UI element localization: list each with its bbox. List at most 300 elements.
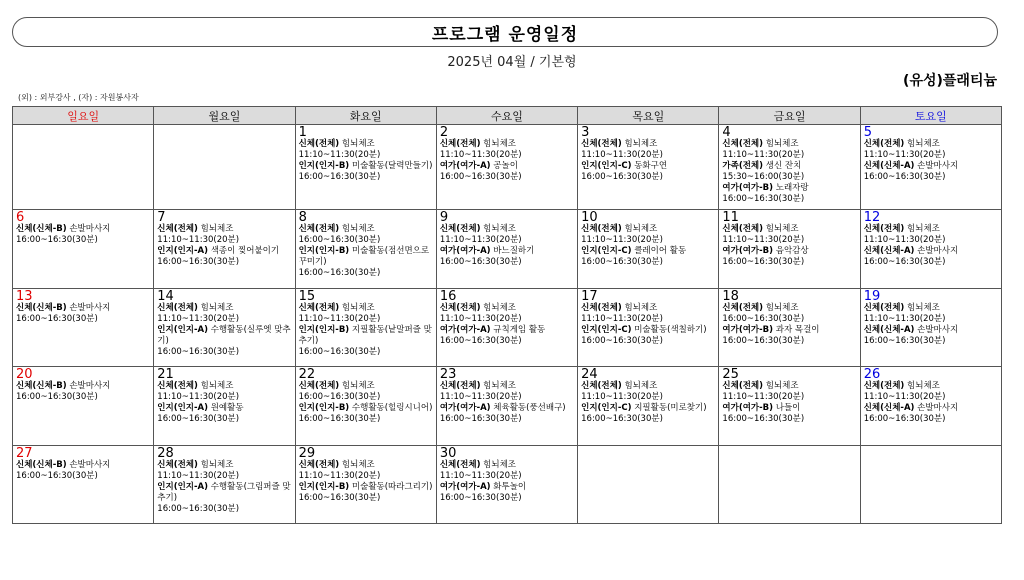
day-number: 4 (722, 125, 731, 140)
program-entry (440, 403, 575, 414)
program-name: 힘뇌체조 (907, 224, 940, 235)
program-time-text: 11:10~11:30(20분) (157, 313, 240, 324)
day-number: 28 (157, 445, 174, 461)
program-time (16, 392, 151, 403)
program-category: 신체(전체) (298, 302, 340, 313)
program-time (16, 314, 151, 325)
program-time (299, 471, 434, 482)
program-category: 인지(인지-A) (157, 246, 209, 257)
program-entry (440, 381, 575, 392)
program-category: 신체(전체) (439, 224, 481, 235)
program-time (440, 257, 575, 268)
day-number: 22 (298, 367, 316, 383)
program-time (157, 471, 292, 482)
day-cell (295, 210, 436, 288)
program-entry (299, 224, 434, 235)
program-category: 여가(여가-A) (439, 246, 491, 257)
program-category: 신체(전체) (863, 139, 905, 149)
day-cell (578, 367, 719, 445)
program-name: 힘뇌체조 (483, 302, 517, 313)
day-cell (436, 445, 577, 523)
program-name: 지필활동(미로찾기) (634, 403, 707, 414)
program-name: 힘뇌체조 (483, 139, 517, 149)
day-number: 8 (298, 210, 307, 226)
program-time (581, 314, 716, 325)
program-entry (581, 303, 716, 314)
day-number: 7 (157, 210, 166, 226)
day-cell (13, 367, 154, 445)
program-name: 힘뇌체조 (624, 381, 658, 392)
program-time-text: 16:00~16:30(30분) (439, 492, 522, 503)
program-time (722, 257, 857, 268)
program-entry (299, 460, 434, 471)
day-number: 13 (16, 288, 33, 304)
day-cell (436, 367, 577, 445)
program-name: 힘뇌체조 (200, 381, 234, 392)
program-entry (157, 460, 292, 471)
program-category: 인지(인지-A) (157, 403, 209, 414)
program-time (440, 493, 575, 504)
program-name: 원예활동 (210, 403, 244, 414)
weekday-wednesday: 수요일 (436, 107, 577, 125)
program-time (864, 172, 999, 183)
program-time (157, 414, 292, 425)
program-time-text: 11:10~11:30(20분) (581, 392, 663, 403)
program-entry (157, 303, 292, 314)
program-time-text: 16:00~16:30(30분) (581, 172, 663, 182)
program-name: 과자 목걸이 (775, 324, 820, 335)
program-category: 신체(전체) (722, 381, 764, 392)
program-category: 인지(인지-C) (581, 403, 632, 414)
program-time (722, 414, 857, 425)
program-name: 공놀이 (493, 161, 518, 171)
program-name: 규칙게임 활동 (493, 324, 546, 335)
program-time (722, 194, 857, 205)
program-time-text: 16:00~16:30(30분) (581, 335, 663, 346)
program-category: 여가(여가-B) (722, 403, 774, 414)
day-cell (154, 445, 295, 523)
program-time-text: 11:10~11:30(20분) (863, 392, 946, 403)
program-category: 신체(전체) (298, 224, 340, 235)
program-category: 신체(전체) (581, 302, 622, 313)
day-number: 20 (16, 367, 33, 383)
program-category: 인지(인지-C) (581, 246, 632, 257)
program-category: 신체(전체) (157, 459, 198, 470)
program-name: 노래자랑 (775, 183, 809, 193)
program-category: 인지(인지-C) (581, 324, 632, 335)
program-time (440, 172, 575, 183)
program-time (722, 336, 857, 347)
program-name: 손발마사지 (69, 224, 111, 235)
program-entry (581, 246, 716, 257)
program-entry (722, 303, 857, 314)
program-entry (16, 303, 151, 314)
program-category: 신체(전체) (581, 139, 622, 149)
day-cell (13, 210, 154, 288)
program-name: 미술활동(달력만들기) (351, 161, 433, 171)
page-title: 프로그램 운영일정 (431, 24, 579, 45)
program-entry (16, 224, 151, 235)
program-name: 힘뇌체조 (765, 139, 799, 149)
weekday-monday: 월요일 (154, 107, 295, 125)
program-category: 신체(전체) (581, 381, 622, 392)
program-name: 힘뇌체조 (341, 381, 375, 392)
empty-day-cell (719, 445, 860, 523)
program-time (16, 235, 151, 246)
program-time (864, 314, 999, 325)
program-entry (157, 482, 292, 504)
program-category: 인지(인지-C) (581, 161, 632, 171)
program-entry (722, 161, 857, 172)
program-category: 신체(전체) (863, 224, 905, 235)
day-number: 9 (439, 210, 449, 226)
day-number: 1 (298, 125, 307, 140)
program-entry (864, 381, 999, 392)
program-category: 인지(인지-B) (298, 481, 350, 492)
day-cell (860, 367, 1001, 445)
program-name: 나들이 (775, 403, 801, 414)
program-time (299, 414, 434, 425)
program-time-text: 11:10~11:30(20분) (581, 150, 663, 160)
program-time-text: 16:00~16:30(30분) (298, 172, 381, 182)
program-category: 신체(전체) (298, 459, 340, 470)
program-entry (722, 246, 857, 257)
program-category: 신체(전체) (863, 381, 905, 392)
day-cell (295, 367, 436, 445)
program-entry (299, 381, 434, 392)
program-time-text: 16:00~16:30(30분) (581, 414, 663, 425)
program-time (157, 314, 292, 325)
program-category: 신체(전체) (298, 139, 340, 149)
program-category: 인지(인지-B) (298, 161, 350, 171)
program-category: 신체(신체-B) (16, 224, 67, 235)
program-time-text: 11:10~11:30(20분) (722, 392, 805, 403)
program-category: 신체(전체) (439, 459, 481, 470)
legend-note: (외) : 외부강사 , (자) : 자원봉사자 (18, 93, 139, 102)
day-number: 24 (581, 367, 598, 383)
program-time-text: 16:00~16:30(30분) (439, 172, 522, 182)
program-time-text: 11:10~11:30(20분) (298, 470, 381, 481)
program-name: 손발마사지 (917, 161, 959, 171)
program-time-text: 16:00~16:30(30분) (298, 414, 381, 425)
program-time-text: 11:10~11:30(20분) (581, 313, 663, 324)
program-entry (722, 403, 857, 414)
program-category: 신체(신체-A) (863, 324, 915, 335)
program-time (722, 150, 857, 161)
day-cell (154, 367, 295, 445)
program-entry (440, 139, 575, 150)
program-time (722, 172, 857, 183)
calendar-table (12, 106, 1002, 524)
program-time-text: 16:00~16:30(30분) (439, 414, 522, 425)
program-category: 인지(인지-A) (157, 324, 209, 335)
program-time (581, 392, 716, 403)
program-time-text: 16:00~16:30(30분) (157, 257, 240, 268)
day-cell (295, 288, 436, 366)
day-cell (719, 288, 860, 366)
program-time-text: 16:00~16:30(30분) (298, 492, 381, 503)
program-time-text: 11:10~11:30(20분) (863, 235, 946, 246)
day-number: 5 (863, 125, 872, 140)
program-name: 힘뇌체조 (341, 224, 375, 235)
program-time-text: 16:00~16:30(30분) (157, 503, 240, 514)
day-number: 18 (722, 288, 739, 304)
page-title-box (12, 17, 998, 47)
program-name: 힘뇌체조 (907, 302, 940, 313)
program-time (581, 172, 716, 183)
program-time-text: 11:10~11:30(20분) (439, 392, 522, 403)
program-entry (440, 482, 575, 493)
day-number: 27 (16, 445, 33, 461)
day-cell (578, 125, 719, 210)
organization-name: (유성)플래티늄 (903, 73, 997, 89)
program-time (581, 414, 716, 425)
day-cell (860, 210, 1001, 288)
day-number: 19 (863, 288, 881, 304)
program-time-text: 16:00~16:30(30분) (439, 335, 522, 346)
program-time-text: 11:10~11:30(20분) (439, 150, 522, 160)
program-time-text: 11:10~11:30(20분) (722, 150, 805, 160)
program-time-text: 11:10~11:30(20분) (157, 235, 240, 246)
program-category: 신체(전체) (298, 381, 340, 392)
day-number: 3 (581, 125, 590, 140)
program-time (864, 414, 999, 425)
day-number: 25 (722, 367, 739, 383)
day-cell (436, 210, 577, 288)
day-number: 21 (157, 367, 174, 383)
program-time (864, 235, 999, 246)
program-time-text: 16:00~16:30(30분) (439, 257, 522, 268)
program-name: 동화구연 (634, 161, 668, 171)
program-name: 클레이어 활동 (634, 246, 687, 257)
program-time-text: 11:10~11:30(20분) (298, 150, 381, 160)
program-time-text: 16:00~16:30(30분) (722, 257, 805, 268)
program-time-text: 16:00~16:30(30분) (722, 335, 805, 346)
program-category: 여가(여가-A) (439, 161, 491, 171)
program-name: 힘뇌체조 (907, 139, 940, 149)
day-cell (578, 210, 719, 288)
program-category: 여가(여가-B) (722, 183, 774, 193)
program-name: 힘뇌체조 (483, 381, 517, 392)
day-cell (295, 125, 436, 210)
day-cell (295, 445, 436, 523)
empty-day-cell (578, 445, 719, 523)
program-entry (581, 224, 716, 235)
program-category: 인지(인지-B) (298, 246, 350, 257)
program-time (299, 392, 434, 403)
program-time (299, 347, 434, 358)
program-time (864, 150, 999, 161)
weekday-header-row (13, 107, 1002, 125)
day-number: 11 (722, 210, 739, 226)
program-name: 음악감상 (775, 246, 809, 257)
program-name: 바느질하기 (493, 246, 535, 257)
program-time (299, 493, 434, 504)
program-time-text: 11:10~11:30(20분) (157, 470, 240, 481)
program-time (722, 314, 857, 325)
program-entry (157, 403, 292, 414)
day-number: 15 (298, 288, 316, 304)
program-entry (440, 246, 575, 257)
week-row (13, 288, 1002, 366)
program-time-text: 16:00~16:30(30분) (863, 172, 946, 182)
program-time (440, 150, 575, 161)
program-name: 체육활동(풍선배구) (493, 403, 566, 414)
program-name: 미술활동(점선면으로 꾸미기) (298, 246, 430, 268)
weekday-thursday: 목요일 (578, 107, 719, 125)
program-entry (864, 303, 999, 314)
day-cell (860, 125, 1001, 210)
day-cell (154, 288, 295, 366)
program-time-text: 16:00~16:30(30분) (581, 257, 663, 268)
program-time (581, 257, 716, 268)
program-entry (722, 139, 857, 150)
program-category: 신체(신체-B) (16, 381, 67, 392)
program-name: 힘뇌체조 (765, 302, 799, 313)
program-category: 신체(전체) (722, 302, 764, 313)
program-name: 손발마사지 (69, 302, 111, 313)
day-number: 6 (16, 210, 25, 226)
program-category: 여가(여가-A) (439, 403, 491, 414)
program-category: 신체(전체) (722, 224, 764, 235)
program-name: 손발마사지 (917, 246, 959, 257)
day-number: 12 (863, 210, 881, 226)
program-time (299, 235, 434, 246)
program-name: 수행활동(실루엣 맞추기) (157, 324, 291, 346)
program-time (157, 504, 292, 515)
program-time-text: 11:10~11:30(20분) (298, 313, 381, 324)
program-entry (722, 183, 857, 194)
program-entry (581, 161, 716, 172)
day-cell (436, 288, 577, 366)
program-entry (157, 325, 292, 347)
program-entry (299, 403, 434, 414)
program-time-text: 11:10~11:30(20분) (439, 235, 522, 246)
program-name: 힘뇌체조 (341, 139, 375, 149)
program-name: 미술활동(색칠하기) (634, 324, 707, 335)
empty-day-cell (860, 445, 1001, 523)
program-entry (16, 381, 151, 392)
program-name: 미술활동(따라그리기) (351, 481, 433, 492)
program-name: 힘뇌체조 (765, 381, 799, 392)
day-cell (860, 288, 1001, 366)
program-time (440, 314, 575, 325)
program-name: 힘뇌체조 (200, 302, 234, 313)
day-cell (578, 288, 719, 366)
program-category: 신체(전체) (863, 302, 905, 313)
day-number: 26 (863, 367, 881, 383)
program-time (299, 314, 434, 325)
program-entry (440, 460, 575, 471)
week-row (13, 210, 1002, 288)
program-category: 신체(전체) (157, 224, 198, 235)
program-time-text: 11:10~11:30(20분) (439, 313, 522, 324)
program-entry (864, 139, 999, 150)
program-time-text: 16:00~16:30(30분) (16, 392, 98, 403)
program-entry (722, 325, 857, 336)
program-time-text: 11:10~11:30(20분) (581, 235, 663, 246)
program-time (157, 347, 292, 358)
program-time (157, 392, 292, 403)
program-time (722, 235, 857, 246)
program-name: 색종이 찢어붙이기 (210, 246, 280, 257)
program-time-text: 16:00~16:30(30분) (157, 414, 240, 425)
program-time (864, 336, 999, 347)
program-category: 인지(인지-B) (298, 324, 350, 335)
program-name: 지필활동(낱말퍼즐 맞추기) (298, 324, 432, 346)
weekday-sunday: 일요일 (13, 107, 154, 125)
program-time-text: 16:00~16:30(30분) (298, 235, 381, 246)
program-category: 여가(여가-B) (722, 324, 774, 335)
program-time-text: 16:00~16:30(30분) (298, 268, 381, 279)
program-entry (440, 224, 575, 235)
day-number: 16 (439, 288, 457, 304)
program-time-text: 11:10~11:30(20분) (863, 150, 946, 160)
program-time-text: 16:00~16:30(30분) (722, 194, 805, 204)
program-time-text: 16:00~16:30(30분) (16, 470, 98, 481)
program-entry (864, 403, 999, 414)
program-time-text: 16:00~16:30(30분) (157, 346, 240, 357)
program-name: 수행활동(그림퍼즐 맞추기) (157, 481, 291, 503)
program-name: 힘뇌체조 (765, 224, 799, 235)
program-time-text: 16:00~16:30(30분) (722, 414, 805, 425)
program-category: 인지(인지-A) (157, 481, 209, 492)
program-entry (299, 139, 434, 150)
program-category: 신체(신체-A) (863, 161, 915, 171)
program-time (581, 336, 716, 347)
day-number: 2 (439, 125, 449, 140)
program-name: 힘뇌체조 (483, 224, 517, 235)
program-time-text: 16:00~16:30(30분) (722, 313, 805, 324)
program-name: 수행활동(힐링시니어) (351, 403, 433, 414)
weekday-saturday: 토요일 (860, 107, 1001, 125)
program-category: 신체(전체) (157, 381, 198, 392)
program-category: 신체(전체) (439, 381, 481, 392)
program-entry (581, 139, 716, 150)
program-category: 인지(인지-B) (298, 403, 350, 414)
program-time-text: 11:10~11:30(20분) (863, 313, 946, 324)
program-entry (157, 224, 292, 235)
program-time (440, 471, 575, 482)
program-category: 신체(전체) (439, 139, 481, 149)
program-time-text: 16:00~16:30(30분) (298, 346, 381, 357)
program-time-text: 16:00~16:30(30분) (298, 392, 381, 403)
program-entry (299, 161, 434, 172)
program-time (864, 257, 999, 268)
program-name: 힘뇌체조 (200, 459, 234, 470)
week-row (13, 125, 1002, 210)
program-entry (157, 246, 292, 257)
day-cell (13, 288, 154, 366)
program-entry (299, 482, 434, 493)
program-category: 여가(여가-B) (722, 246, 774, 257)
program-entry (581, 403, 716, 414)
day-cell (719, 367, 860, 445)
program-time (864, 392, 999, 403)
program-time (299, 268, 434, 279)
program-time (157, 235, 292, 246)
program-category: 신체(신체-A) (863, 403, 915, 414)
day-number: 23 (439, 367, 457, 383)
program-name: 힘뇌체조 (341, 302, 375, 313)
empty-day-cell (154, 125, 295, 210)
program-entry (299, 325, 434, 347)
program-category: 여가(여가-A) (439, 324, 491, 335)
day-number: 17 (581, 288, 598, 304)
program-name: 손발마사지 (917, 403, 959, 414)
program-time (440, 414, 575, 425)
day-number: 29 (298, 445, 316, 461)
